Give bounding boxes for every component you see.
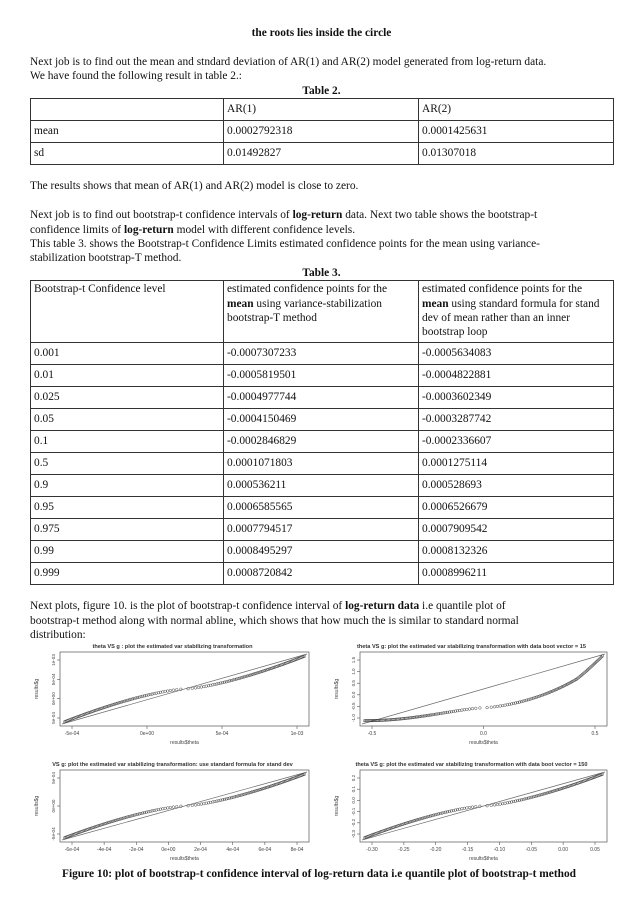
- plot-point: [223, 681, 226, 684]
- plot-point: [227, 680, 230, 683]
- x-axis-label: results$theta: [469, 856, 498, 862]
- table-cell: 0.5: [31, 452, 224, 474]
- plot-point: [225, 798, 228, 801]
- table-cell: AR(2): [419, 99, 614, 121]
- plot-point: [166, 690, 169, 693]
- plot-point: [138, 696, 141, 699]
- text-run: Next plots, figure 10. is the plot of bootstrap-t confidence interval of: [30, 600, 346, 613]
- plot-point: [525, 699, 528, 702]
- figure-caption: Figure 10: plot of bootstrap-t confidence interval of log-return data i.e quantile plot of bootstrap-t method: [61, 868, 576, 880]
- plot-point: [140, 695, 143, 698]
- paragraph-results: The results shows that mean of AR(1) and AR(2) model is close to zero.: [30, 180, 359, 193]
- text-run-bold: mean: [227, 297, 254, 310]
- x-tick-label: -0.20: [430, 847, 442, 853]
- paragraph-plots-line3: distribution:: [30, 629, 86, 642]
- paragraph-intro-line1: Next job is to find out the mean and stndard deviation of AR(1) and AR(2) model generated from log-return data.: [30, 55, 547, 68]
- table-cell: -0.0007307233: [224, 342, 419, 364]
- table-cell: 0.0006585565: [224, 496, 419, 518]
- paragraph-plots-line2: bootstrap-t method along with normal abline, which shows that how much the is similar to standard normal: [30, 614, 519, 627]
- table-row: [31, 408, 614, 430]
- y-tick-label: 0e+00: [51, 692, 56, 706]
- plot-point: [468, 708, 471, 711]
- plot-title: theta VS g: plot the estimated var stabilizing transformation with data boot vector = 15: [357, 644, 586, 650]
- table-row: [31, 518, 614, 540]
- table-row: [31, 143, 614, 165]
- y-tick-label: -0.1: [351, 807, 356, 816]
- plot-point: [136, 696, 139, 699]
- figure-10-plots: [30, 640, 613, 864]
- plot-point: [486, 706, 489, 709]
- table3-body: [31, 342, 614, 584]
- x-tick-label: -0.10: [493, 847, 506, 853]
- table-cell: -0.0004150469: [224, 408, 419, 430]
- plot-point: [232, 679, 235, 682]
- plot-point: [133, 697, 136, 700]
- plot-point: [520, 799, 523, 802]
- plot-point: [221, 681, 224, 684]
- plot-point: [493, 804, 496, 807]
- table-2: [30, 98, 614, 165]
- table-row: [31, 496, 614, 518]
- text-run-bold: log-return: [292, 209, 343, 222]
- plot-point: [138, 813, 141, 816]
- reference-line: [62, 654, 307, 724]
- y-tick-label: -0.5: [351, 702, 356, 711]
- table-cell: 0.000528693: [419, 474, 614, 496]
- x-tick-label: 4e-04: [226, 847, 240, 853]
- y-axis-label: results$g: [334, 795, 340, 817]
- y-tick-label: -0.3: [351, 830, 356, 838]
- x-tick-label: 0.5: [591, 731, 599, 737]
- table-row: [31, 99, 614, 121]
- table-cell: 0.0002792318: [224, 121, 419, 143]
- table-header-cell: [224, 281, 419, 343]
- table-cell: 0.0006526679: [419, 496, 614, 518]
- table-row: [31, 540, 614, 562]
- table-cell: 0.95: [31, 496, 224, 518]
- y-tick-label: 0.5: [351, 680, 356, 687]
- plot-point: [444, 811, 447, 814]
- text-run: model with different confidence levels.: [173, 223, 356, 236]
- plot-point: [437, 813, 440, 816]
- reference-line: [362, 654, 605, 724]
- plot-point: [164, 807, 167, 810]
- plot-point: [197, 803, 200, 806]
- plot-point: [471, 707, 474, 710]
- x-tick-label: -0.5: [367, 731, 377, 737]
- table-3: [30, 280, 614, 585]
- plot-point: [443, 811, 446, 814]
- plot-point: [474, 707, 477, 710]
- table-cell: [31, 99, 224, 121]
- y-tick-label: 1e-03: [51, 654, 56, 666]
- x-tick-label: 1e-03: [290, 731, 304, 737]
- plot-point: [135, 813, 138, 816]
- table-cell: 0.0008132326: [419, 540, 614, 562]
- table-cell: 0.01307018: [419, 143, 614, 165]
- x-tick-label: 6e-04: [258, 847, 272, 853]
- table-cell: -0.0005819501: [224, 364, 419, 386]
- reference-line: [362, 772, 605, 840]
- table-row: [31, 386, 614, 408]
- plot-point: [200, 803, 203, 806]
- paragraph-plots-line1: [30, 599, 613, 613]
- table-row: [31, 430, 614, 452]
- plot-point: [145, 811, 148, 814]
- table-cell: 0.01: [31, 364, 224, 386]
- qq-plot-3: [30, 758, 315, 864]
- plot-point: [164, 690, 167, 693]
- y-tick-label: 5e-04: [51, 712, 56, 724]
- qq-plot-1: [30, 640, 315, 748]
- x-tick-label: -0.15: [461, 847, 474, 853]
- plot-point: [501, 802, 504, 805]
- plot-point: [527, 698, 530, 701]
- y-tick-label: 0.0: [351, 691, 356, 698]
- table-header-row: [31, 281, 614, 343]
- table-cell: 0.01492827: [224, 143, 419, 165]
- plot-point: [541, 694, 544, 697]
- table3-title: Table 3.: [302, 266, 341, 279]
- plot-point: [194, 804, 197, 807]
- plot-point: [468, 806, 471, 809]
- plot-point: [471, 806, 474, 809]
- plot-point: [525, 797, 528, 800]
- plot-point: [522, 700, 525, 703]
- table-row: [31, 562, 614, 584]
- paragraph-intro-line2: We have found the following result in table 2.:: [30, 70, 242, 83]
- text-run-bold: log-return data: [345, 600, 420, 613]
- plot-point: [175, 688, 178, 691]
- x-axis-label: results$theta: [170, 740, 199, 746]
- x-tick-label: 8e-04: [290, 847, 304, 853]
- plot-point: [223, 798, 226, 801]
- plot-point: [131, 698, 134, 701]
- plot-point: [232, 796, 235, 799]
- table-row: [31, 452, 614, 474]
- y-tick-label: -5e-04: [51, 827, 56, 841]
- x-tick-label: 0.00: [558, 847, 569, 853]
- x-tick-label: -0.25: [398, 847, 410, 853]
- y-tick-label: 5e-04: [51, 673, 56, 686]
- paragraph-bootstrap-line3: This table 3. shows the Bootstrap-t Confidence Limits estimated confidence points for the mean using variance-: [30, 238, 540, 251]
- text-run: using standard formula for stand dev of mean rather than an inner bootstrap loop: [422, 297, 600, 339]
- plot-title: VS g: plot the estimated var stabilizing transformation: use standard formula for stand dev: [52, 762, 293, 768]
- plot-point: [540, 694, 543, 697]
- plot-point: [466, 708, 469, 711]
- table-cell: 0.1: [31, 430, 224, 452]
- x-tick-label: -2e-04: [129, 847, 144, 853]
- plot-point: [233, 678, 236, 681]
- plot-point: [172, 806, 175, 809]
- x-tick-label: -6e-04: [64, 847, 80, 853]
- x-tick-label: 0.0: [480, 731, 487, 737]
- table-cell: 0.0001425631: [419, 121, 614, 143]
- plot-point: [141, 812, 144, 815]
- y-axis-label: results$g: [34, 795, 40, 817]
- text-run: confidence limits of: [30, 223, 124, 236]
- plot-point: [200, 686, 203, 689]
- y-tick-label: 0e+00: [51, 799, 56, 813]
- table-header-cell: [419, 281, 614, 343]
- y-tick-label: -1.0: [351, 714, 356, 722]
- table-cell: -0.0002336607: [419, 430, 614, 452]
- plot-point: [172, 689, 175, 692]
- plot-point: [537, 695, 540, 698]
- document-page: [30, 26, 613, 642]
- plot-point: [490, 804, 493, 807]
- plot-point: [143, 695, 146, 698]
- plot-point: [529, 796, 532, 799]
- plot-point: [225, 680, 228, 683]
- y-tick-label: 1.5: [351, 656, 356, 664]
- plot-point: [524, 699, 527, 702]
- table-row: [31, 474, 614, 496]
- table-cell: 0.0001071803: [224, 452, 419, 474]
- y-axis-label: results$g: [334, 678, 340, 700]
- plot-point: [522, 798, 525, 801]
- plot-point: [230, 679, 233, 682]
- plot-point: [230, 796, 233, 799]
- x-axis-label: results$theta: [469, 740, 498, 746]
- plot-point: [524, 798, 527, 801]
- table-cell: 0.05: [31, 408, 224, 430]
- plot-point: [496, 705, 499, 708]
- qq-plot-4: [330, 758, 613, 864]
- plot-point: [518, 799, 521, 802]
- reference-line: [62, 772, 307, 840]
- plot-point: [496, 803, 499, 806]
- plot-point: [532, 697, 535, 700]
- table-cell: 0.0007909542: [419, 518, 614, 540]
- table-cell: -0.0003287742: [419, 408, 614, 430]
- plot-point: [527, 797, 530, 800]
- y-tick-label: 0.2: [351, 774, 356, 782]
- table-cell: 0.0008996211: [419, 562, 614, 584]
- table-cell: -0.0002846829: [224, 430, 419, 452]
- table-cell: sd: [31, 143, 224, 165]
- table-cell: 0.99: [31, 540, 224, 562]
- y-tick-label: -0.2: [351, 818, 356, 827]
- plot-point: [133, 814, 136, 817]
- plot-point: [499, 803, 502, 806]
- plot-point: [493, 705, 496, 708]
- x-tick-label: -0.30: [366, 847, 378, 853]
- text-run: i.e quantile plot of: [419, 600, 506, 613]
- plot-point: [203, 802, 206, 805]
- table-cell: 0.0008720842: [224, 562, 419, 584]
- table-cell: -0.0004977744: [224, 386, 419, 408]
- plot-point: [529, 698, 532, 701]
- plot-point: [169, 689, 172, 692]
- plot-point: [140, 812, 143, 815]
- plot-point: [479, 707, 482, 710]
- plot-point: [141, 695, 144, 698]
- table-cell: -0.0003602349: [419, 386, 614, 408]
- plot-point: [490, 706, 493, 709]
- text-run: estimated confidence points for the: [422, 283, 583, 296]
- paragraph-bootstrap-line1: [30, 208, 613, 222]
- plot-point: [221, 799, 224, 802]
- x-tick-label: 5e-04: [215, 731, 229, 737]
- text-run: data. Next two table shows the bootstrap-t: [342, 209, 538, 222]
- table-row: [31, 342, 614, 364]
- qq-plot-2: [330, 640, 613, 748]
- table-cell: 0.975: [31, 518, 224, 540]
- table-cell: AR(1): [224, 99, 419, 121]
- text-run: estimated confidence points for the: [227, 283, 388, 296]
- x-tick-label: 0e+00: [139, 731, 155, 737]
- y-tick-label: 0.1: [351, 786, 356, 793]
- plot-point: [534, 696, 537, 699]
- plot-point: [228, 797, 231, 800]
- x-tick-label: 0.05: [590, 847, 600, 853]
- plot-point: [501, 704, 504, 707]
- plot-title: theta VS g: plot the estimated var stabilizing transformation with data boot vector = 150: [355, 762, 588, 768]
- plot-title: theta VS g : plot the estimated var stabilizing transformation: [92, 644, 253, 650]
- table-cell: 0.025: [31, 386, 224, 408]
- y-tick-label: 1.0: [351, 668, 356, 675]
- table-cell: 0.999: [31, 562, 224, 584]
- table-cell: 0.0001275114: [419, 452, 614, 474]
- plot-point: [143, 811, 146, 814]
- x-tick-label: -4e-04: [96, 847, 112, 853]
- y-tick-label: 5e-04: [51, 772, 56, 784]
- plot-point: [145, 694, 148, 697]
- plot-point: [169, 806, 172, 809]
- plot-point: [191, 687, 194, 690]
- table-row: [31, 121, 614, 143]
- plot-point: [474, 805, 477, 808]
- table-cell: 0.001: [31, 342, 224, 364]
- table-header-cell: Bootstrap-t Confidence level: [31, 281, 224, 343]
- x-axis-label: results$theta: [170, 856, 199, 862]
- table-cell: -0.0004822881: [419, 364, 614, 386]
- plot-point: [530, 697, 533, 700]
- table-cell: mean: [31, 121, 224, 143]
- plot-point: [441, 812, 444, 815]
- plot-point: [197, 686, 200, 689]
- plot-point: [520, 700, 523, 703]
- table-cell: 0.0008495297: [224, 540, 419, 562]
- text-run: using variance-stabilization bootstrap-T method: [227, 297, 382, 325]
- plot-point: [499, 705, 502, 708]
- text-run: Next job is to find out bootstrap-t confidence intervals of: [30, 209, 293, 222]
- plot-point: [228, 680, 231, 683]
- plot-point: [436, 813, 439, 816]
- plot-point: [535, 696, 538, 699]
- table2-title: Table 2.: [302, 84, 341, 97]
- table-cell: 0.9: [31, 474, 224, 496]
- x-tick-label: 0e+00: [161, 847, 176, 853]
- plot-point: [439, 812, 442, 815]
- text-run-bold: mean: [422, 297, 449, 310]
- section-heading: the roots lies inside the circle: [251, 27, 392, 39]
- plot-point: [203, 685, 206, 688]
- x-tick-label: 2e-04: [194, 847, 207, 853]
- plot-point: [194, 687, 197, 690]
- y-axis-label: results$g: [34, 678, 40, 700]
- table-row: [31, 364, 614, 386]
- plot-point: [135, 697, 138, 700]
- plot-point: [227, 797, 230, 800]
- plot-point: [166, 807, 169, 810]
- paragraph-bootstrap-line2: [30, 223, 613, 237]
- paragraph-bootstrap-line4: stabilization bootstrap-T method.: [30, 252, 182, 265]
- plot-point: [463, 807, 466, 810]
- table-cell: 0.000536211: [224, 474, 419, 496]
- plot-point: [175, 805, 178, 808]
- x-tick-label: -5e-04: [64, 731, 80, 737]
- plot-point: [466, 807, 469, 810]
- x-tick-label: -0.05: [525, 847, 537, 853]
- plot-point: [538, 695, 541, 698]
- plot-point: [191, 804, 194, 807]
- table-cell: -0.0005634083: [419, 342, 614, 364]
- plot-point: [434, 813, 437, 816]
- y-tick-label: 0.0: [351, 797, 356, 804]
- table-cell: 0.0007794517: [224, 518, 419, 540]
- text-run-bold: log-return: [123, 223, 174, 236]
- plot-point: [136, 813, 139, 816]
